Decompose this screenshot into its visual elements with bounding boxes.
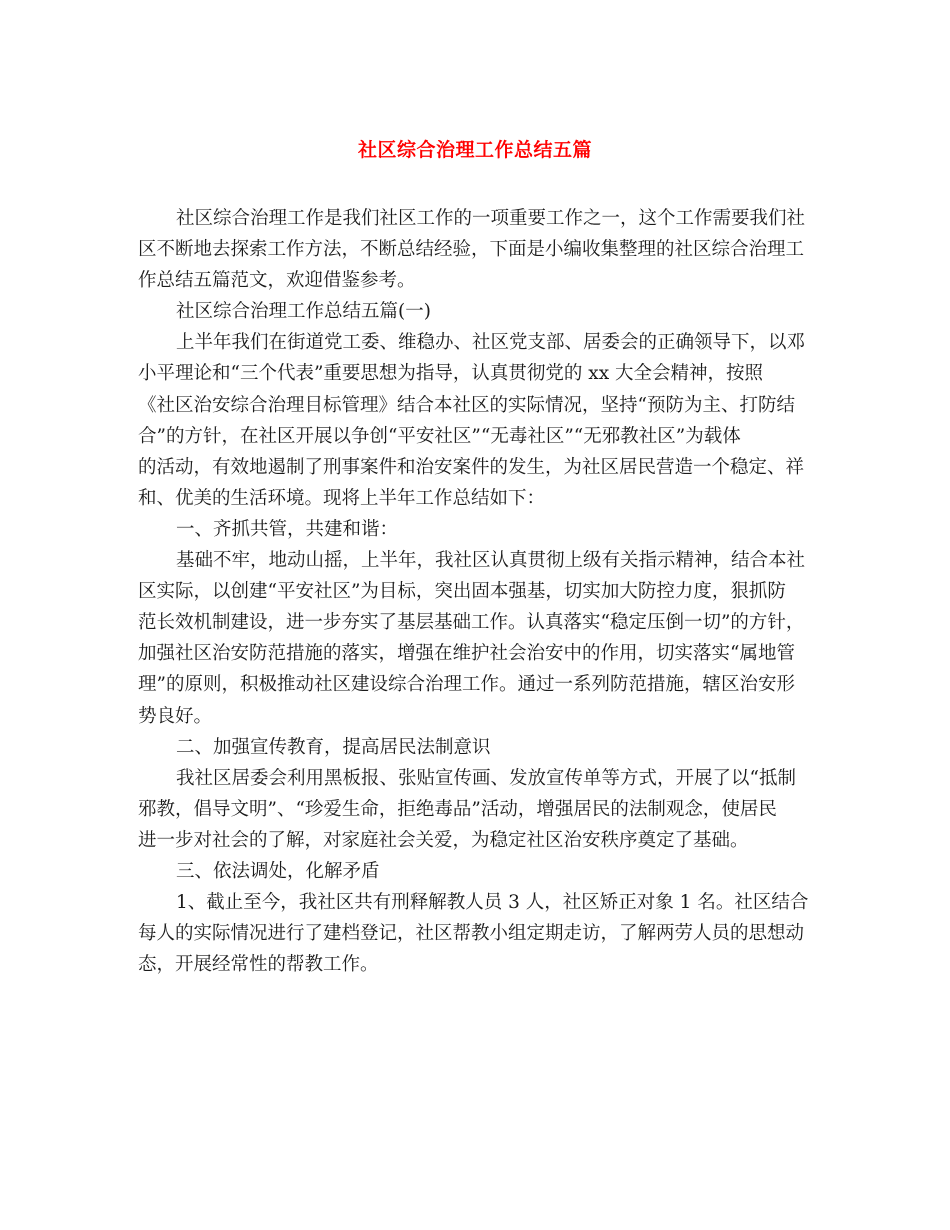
- text-line: 区实际，以创建“平安社区”为目标，突出固本强基，切实加大防控力度，狠抓防: [138, 581, 786, 603]
- text-line: 合”的方针，在社区开展以争创“平安社区”“无毒社区”“无邪教社区”为载体: [138, 425, 741, 447]
- text-line: 小平理论和“三个代表”重要思想为指导，认真贯彻党的 xx 大全会精神，按照: [138, 363, 764, 385]
- document-title: 社区综合治理工作总结五篇: [357, 139, 592, 161]
- text-line: 的活动，有效地遏制了刑事案件和治安案件的发生，为社区居民营造一个稳定、祥: [138, 456, 805, 478]
- text-line: 《社区治安综合治理目标管理》结合本社区的实际情况，坚持“预防为主、打防结: [138, 394, 795, 416]
- text-line: 邪教，倡导文明”、“珍爱生命，拒绝毒品”活动，增强居民的法制观念，使居民: [138, 798, 777, 820]
- text-line: 加强社区治安防范措施的落实，增强在维护社会治安中的作用，切实落实“属地管: [138, 643, 795, 665]
- section-heading: 三、依法调处，化解矛盾: [176, 860, 380, 882]
- text-line: 上半年我们在街道党工委、维稳办、社区党支部、居委会的正确领导下，以邓: [176, 332, 806, 354]
- text-line: 理”的原则，积极推动社区建设综合治理工作。通过一系列防范措施，辖区治安形: [138, 674, 795, 696]
- text-line: 进一步对社会的了解，对家庭社会关爱，为稳定社区治安秩序奠定了基础。: [138, 829, 749, 851]
- text-line: 1、截止至今，我社区共有刑释解教人员 3 人，社区矫正对象 1 名。社区结合: [176, 892, 809, 914]
- text-line: 态，开展经常性的帮教工作。: [138, 954, 379, 976]
- document-body: [138, 203, 812, 980]
- text-line: 范长效机制建设，进一步夯实了基层基础工作。认真落实“稳定压倒一切”的方针，: [138, 612, 805, 634]
- text-line: 和、优美的生活环境。现将上半年工作总结如下：: [138, 487, 546, 509]
- section-heading: 二、加强宣传教育，提高居民法制意识: [176, 736, 491, 758]
- text-line: 区不断地去探索工作方法，不断总结经验，下面是小编收集整理的社区综合治理工: [138, 239, 805, 261]
- text-line: 我社区居委会利用黑板报、张贴宣传画、发放宣传单等方式，开展了以“抵制: [176, 767, 796, 789]
- section-heading: 社区综合治理工作总结五篇(一): [176, 301, 431, 323]
- section-heading: 一、齐抓共管，共建和谐：: [176, 518, 399, 540]
- text-line: 势良好。: [138, 705, 213, 727]
- text-line: 每人的实际情况进行了建档登记，社区帮教小组定期走访，了解两劳人员的思想动: [138, 923, 805, 945]
- text-line: 社区综合治理工作是我们社区工作的一项重要工作之一，这个工作需要我们社: [176, 208, 806, 229]
- text-line: 基础不牢，地动山摇，上半年，我社区认真贯彻上级有关指示精神，结合本社: [176, 550, 806, 572]
- text-line: 作总结五篇范文，欢迎借鉴参考。: [138, 270, 416, 292]
